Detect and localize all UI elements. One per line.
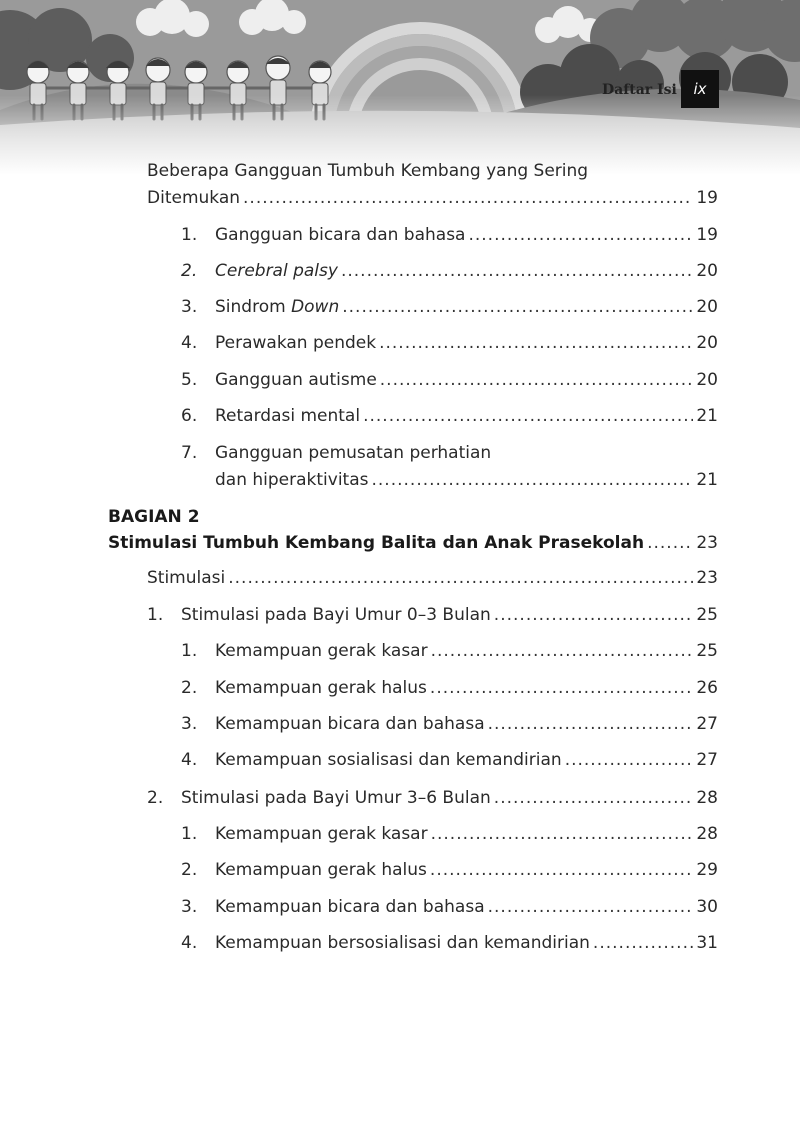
toc-entry-number: 2. xyxy=(147,788,164,808)
toc-entry-number: 1. xyxy=(181,641,198,661)
dot-leader xyxy=(341,256,693,286)
toc-entry[interactable] xyxy=(181,401,718,431)
toc-entry[interactable] xyxy=(181,709,718,739)
toc-part-title: Stimulasi Tumbuh Kembang Balita dan Anak Prasekolah xyxy=(108,533,645,553)
toc-entry-number: 5. xyxy=(181,370,198,390)
toc-entry-number: 2. xyxy=(181,860,198,880)
toc-page-number: 19 xyxy=(696,188,718,208)
toc-section-entry[interactable] xyxy=(147,783,718,813)
toc-entry-title-line1: Beberapa Gangguan Tumbuh Kembang yang Sering xyxy=(147,161,589,181)
toc-entry-title: Stimulasi pada Bayi Umur 3–6 Bulan xyxy=(181,788,491,808)
toc-entry-title: dan hiperaktivitas xyxy=(215,470,369,490)
toc-page-number: 23 xyxy=(696,568,718,588)
toc-entry-number: 4. xyxy=(181,933,198,953)
toc-page-number: 28 xyxy=(696,788,718,808)
toc-entry-number: 1. xyxy=(181,824,198,844)
toc-entry-title: Retardasi mental xyxy=(215,406,361,426)
toc-part-entry[interactable] xyxy=(108,528,718,558)
toc-page-number: 19 xyxy=(696,225,718,245)
toc-entry[interactable] xyxy=(181,892,718,922)
toc-entry[interactable] xyxy=(181,256,718,286)
toc-entry[interactable] xyxy=(181,365,718,395)
toc-page-number: 27 xyxy=(696,714,718,734)
toc-page-number: 20 xyxy=(696,333,718,353)
toc-entry[interactable] xyxy=(181,673,718,703)
toc-page-number: 20 xyxy=(696,261,718,281)
dot-leader xyxy=(431,636,694,666)
dot-leader xyxy=(342,292,693,322)
dot-leader xyxy=(593,928,693,958)
toc-entry-title: Kemampuan bersosialisasi dan kemandirian xyxy=(215,933,590,953)
dot-leader xyxy=(379,328,693,358)
toc-page-number: 28 xyxy=(696,824,718,844)
toc-entry[interactable] xyxy=(147,563,718,593)
dot-leader xyxy=(363,401,693,431)
toc-page-number: 23 xyxy=(696,533,718,553)
toc-page-number: 30 xyxy=(696,897,718,917)
toc-entry-title: Kemampuan gerak kasar xyxy=(215,824,428,844)
toc-entry[interactable] xyxy=(181,745,718,775)
toc-entry-first-line xyxy=(181,438,491,468)
header-artwork xyxy=(0,0,800,175)
toc-entry[interactable] xyxy=(147,183,718,213)
toc-entry-number: 3. xyxy=(181,297,198,317)
header-illustration xyxy=(0,0,800,175)
dot-leader xyxy=(430,673,693,703)
toc-entry-title: Kemampuan gerak halus xyxy=(215,678,427,698)
dot-leader xyxy=(488,892,694,922)
toc-entry-number: 3. xyxy=(181,714,198,734)
toc-page-number: 25 xyxy=(696,605,718,625)
toc-entry-title xyxy=(215,292,339,322)
toc-entry-title: Kemampuan gerak kasar xyxy=(215,641,428,661)
toc-entry-number: 1. xyxy=(181,225,198,245)
dot-leader xyxy=(494,600,694,630)
toc-entry-title-line1: Gangguan pemusatan perhatian xyxy=(215,443,492,463)
toc-entry[interactable] xyxy=(181,855,718,885)
toc-entry-title: Ditemukan xyxy=(147,188,241,208)
toc-entry-number: 6. xyxy=(181,406,198,426)
toc-entry-title: Kemampuan bicara dan bahasa xyxy=(215,714,485,734)
part-label: BAGIAN 2 xyxy=(108,507,200,527)
toc-entry-title: Gangguan bicara dan bahasa xyxy=(215,225,466,245)
dot-leader xyxy=(565,745,694,775)
toc-page-number: 26 xyxy=(696,678,718,698)
toc-entry[interactable] xyxy=(181,292,718,322)
toc-entry-title: Cerebral palsy xyxy=(215,261,338,281)
dot-leader xyxy=(494,783,694,813)
toc-entry-number: 2. xyxy=(181,678,198,698)
dot-leader xyxy=(372,465,694,495)
toc-entry-number: 4. xyxy=(181,750,198,770)
dot-leader xyxy=(468,220,693,250)
toc-entry-title: Gangguan autisme xyxy=(215,370,377,390)
toc-page-number: 21 xyxy=(696,406,718,426)
dot-leader xyxy=(430,855,693,885)
toc-page-number: 27 xyxy=(696,750,718,770)
running-header-title: Daftar Isi xyxy=(602,82,677,98)
toc-entry-number: 7. xyxy=(181,443,198,463)
dot-leader xyxy=(228,563,693,593)
toc-entry-title: Kemampuan gerak halus xyxy=(215,860,427,880)
toc-entry-title-emphasis: Down xyxy=(291,297,340,317)
toc-entry[interactable] xyxy=(181,636,718,666)
toc-entry[interactable] xyxy=(181,220,718,250)
dot-leader xyxy=(488,709,694,739)
dot-leader xyxy=(431,819,694,849)
toc-page-number: 21 xyxy=(696,470,718,490)
toc-page-number: 29 xyxy=(696,860,718,880)
toc-entry[interactable] xyxy=(181,328,718,358)
toc-entry-title: Perawakan pendek xyxy=(215,333,377,353)
toc-entry-title: Stimulasi pada Bayi Umur 0–3 Bulan xyxy=(181,605,491,625)
dot-leader xyxy=(380,365,694,395)
toc-entry[interactable] xyxy=(181,928,718,958)
toc-entry-number: 1. xyxy=(147,605,164,625)
toc-entry-number: 4. xyxy=(181,333,198,353)
toc-entry-number: 3. xyxy=(181,897,198,917)
toc-entry-title: Kemampuan sosialisasi dan kemandirian xyxy=(215,750,562,770)
toc-page-number: 25 xyxy=(696,641,718,661)
toc-entry-title: Stimulasi xyxy=(147,568,226,588)
toc-entry-number: 2. xyxy=(181,261,198,281)
dot-leader xyxy=(647,528,693,558)
toc-page-number: 20 xyxy=(696,370,718,390)
toc-entry[interactable] xyxy=(181,819,718,849)
dot-leader xyxy=(243,183,693,213)
toc-entry[interactable] xyxy=(215,465,718,495)
page-number-badge: ix xyxy=(681,70,719,108)
toc-section-entry[interactable] xyxy=(147,600,718,630)
toc-entry-title: Kemampuan bicara dan bahasa xyxy=(215,897,485,917)
toc-page-number: 31 xyxy=(696,933,718,953)
toc-page-number: 20 xyxy=(696,297,718,317)
toc-entry-title-text: Sindrom xyxy=(215,297,292,317)
